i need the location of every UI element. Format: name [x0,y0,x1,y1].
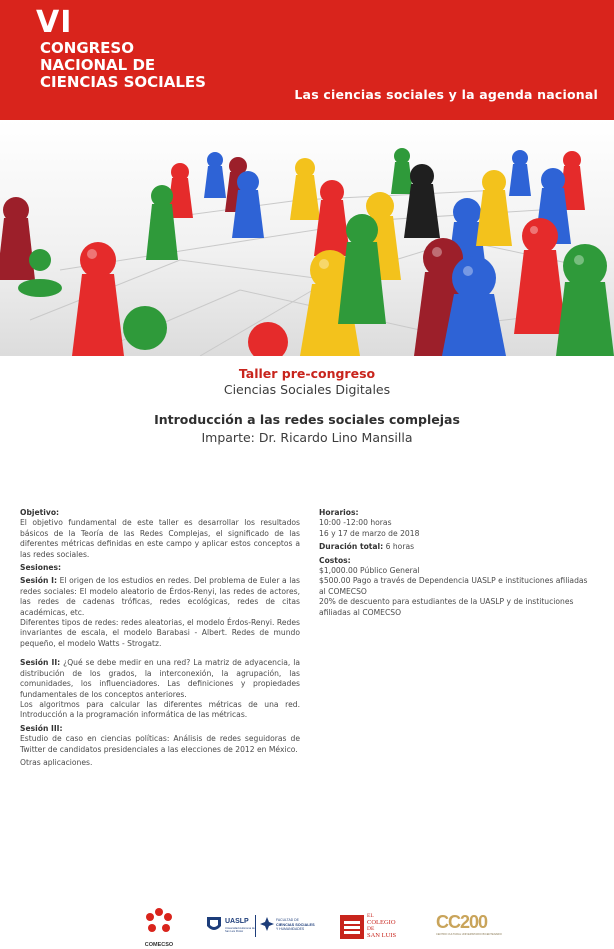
colegio-logo [340,912,406,942]
other-applications: Otras aplicaciones. [20,757,93,767]
cost-general: $1,000.00 Público General [319,566,420,576]
facultad-logo [260,914,316,940]
session-1-text-2: Diferentes tipos de redes: redes aleatorias, el modelo Érdos-Renyi. Redes invariantes de escala, el modelo Barabasi - Albert. Redes de mundo pequeño, el modelo Watts - Strogatz. [20,618,300,648]
workshop-description-column [20,508,300,768]
colegio-label-1: EL [367,913,374,919]
colegio-label-4: SAN LUIS [367,932,397,939]
session-3-text: Estudio de caso en ciencias políticas: Análisis de redes seguidoras de Twitter de candidatos presidenciales a las elecciones de 2012 en México. [20,734,300,754]
pawns-illustration [0,120,614,356]
uaslp-label: UASLP [225,918,249,925]
objective-text: El objetivo fundamental de este taller es desarrollar los resultados básicos de la Teoría de las Redes Complejas, el significado de las diferentes métricas definidas en este campo y aplicar estos conceptos a las redes sociales. [20,518,300,559]
uaslp-logo [205,914,253,940]
session-1 [20,576,300,618]
cc200-label: CC200 [436,912,488,932]
workshop-area: Ciencias Sociales Digitales [223,382,391,397]
comecso-label: COMECSO [144,942,174,948]
workshop-type: Taller pre-congreso [238,366,376,381]
objective-label: Objetivo: [20,508,60,517]
duration-label: Duración total: [319,542,384,552]
congress-title-line: CONGRESO [40,39,134,57]
congress-title-line: CIENCIAS SOCIALES [40,73,206,91]
network-pawns-photo [0,120,614,356]
session-1-label: Sesión I: [20,576,58,586]
session-3-label: Sesión III: [20,723,63,733]
uaslp-subtitle: Universidad Autónoma de San Luis Potosí [225,927,255,933]
session-2 [20,658,300,700]
costs-label: Costos: [319,555,351,565]
workshop-details-column [319,508,595,618]
header-banner [0,0,614,120]
colegio-label-2: COLEGIO [367,919,396,926]
workshop-title-block [0,366,614,446]
schedule-label: Horarios: [319,508,359,517]
schedule-date: 16 y 17 de marzo de 2018 [319,528,420,538]
facultad-label-1: FACULTAD DE [276,918,299,922]
cc200-logo [436,912,502,942]
facultad-label-3: Y HUMANIDADES [276,927,305,931]
session-2-text-2: Los algoritmos para calcular las diferentes métricas de una red. Introducción a la programación informática de las métricas. [20,699,300,720]
congress-title [40,40,206,91]
duration-value: 6 horas [383,542,415,552]
cost-students: 20% de descuento para estudiantes de la UASLP y de instituciones afiliadas al COMECSO [319,597,574,617]
session-2-label: Sesión II: [20,658,61,668]
congress-title-line: NACIONAL DE [40,56,156,74]
session-1-text: El origen de los estudios en redes. Del problema de Euler a las redes sociales: El modelo aleatorio de Érdos-Renyi, las redes de actores, las redes de cadenas tróficas, redes ecológicas, redes de citas académicas, etc. [20,576,300,617]
schedule-time: 10:00 -12:00 horas [319,518,392,528]
facultad-label-2: CIENCIAS SOCIALES [276,922,315,927]
uaslp-shield-icon [205,915,223,935]
session-2-text: ¿Qué se debe medir en una red? La matriz de adyacencia, la distribución de los grados, la interconexión, la agrupación, las comunidades, los influenciadores. Las definiciones y propiedades fundamentales de los conceptos anteriores. [20,658,301,699]
duration [319,542,595,552]
facultad-star-icon [260,917,274,931]
congress-edition: VI [36,5,73,40]
workshop-instructor: Imparte: Dr. Ricardo Lino Mansilla [201,430,413,445]
colegio-label-3: DE [367,926,375,932]
colegio-emblem-icon [340,915,364,939]
comecso-flower-icon [142,907,176,937]
cc200-subtitle: CENTRO CULTURAL UNIVERSITARIO BICENTENARIO [436,933,502,936]
sponsor-logos [0,905,614,949]
congress-tagline: Las ciencias sociales y la agenda nacional [294,87,598,102]
logo-divider [255,915,256,937]
sessions-label: Sesiones: [20,563,62,573]
comecso-logo [142,907,176,947]
cost-affiliated: $500.00 Pago a través de Dependencia UASLP e instituciones afiliadas al COMECSO [319,576,588,596]
workshop-title: Introducción a las redes sociales complejas [154,412,460,427]
